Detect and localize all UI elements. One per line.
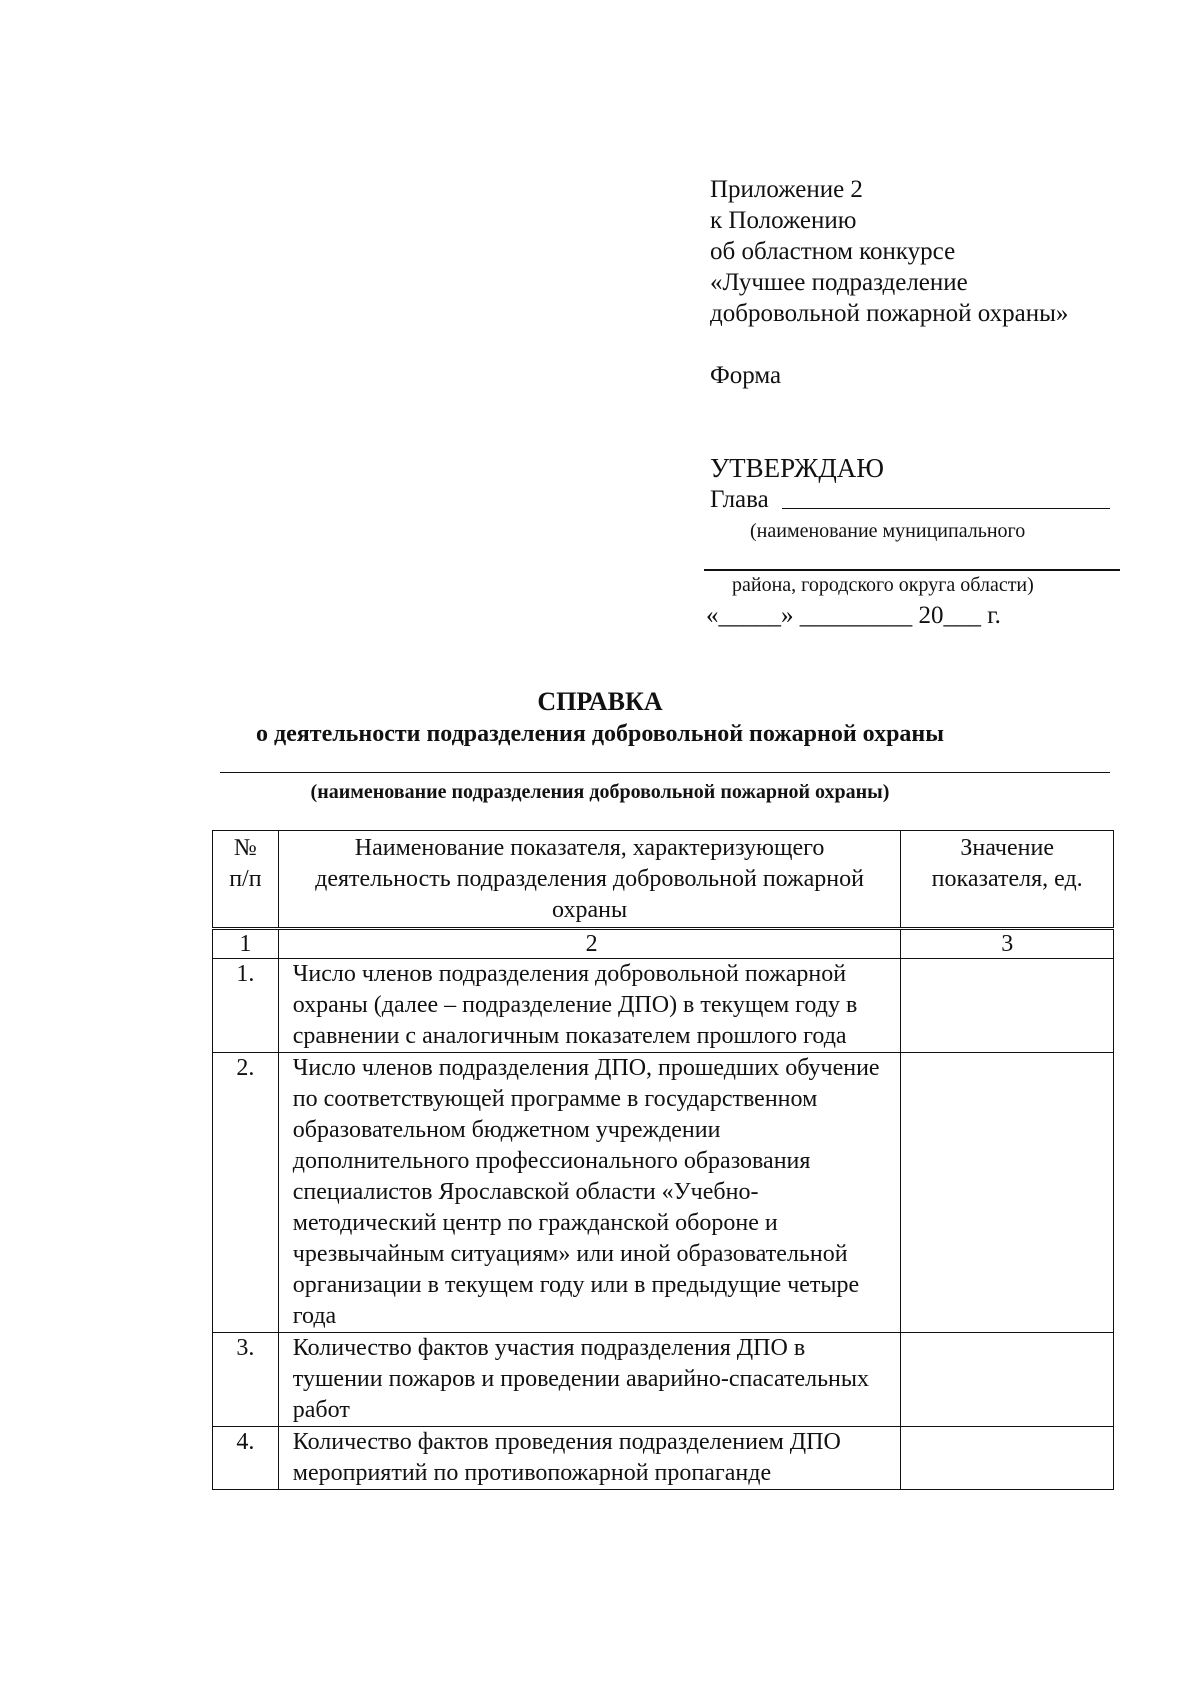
header-number: № п/п xyxy=(213,831,279,929)
approval-hint-line2: района, городского округа области) xyxy=(732,574,1034,596)
table-header-row xyxy=(213,831,1114,929)
row-number: 1. xyxy=(213,959,279,1053)
approval-head-signature-line xyxy=(782,508,1110,509)
row-indicator-name: Количество фактов проведения подразделением ДПО мероприятий по противопожарной пропаганде xyxy=(278,1427,901,1490)
document-subtitle: о деятельности подразделения добровольной пожарной охраны xyxy=(256,721,944,747)
indicators-table xyxy=(212,830,1114,1490)
appendix-line: Приложение 2 xyxy=(710,176,863,203)
row-indicator-name: Число членов подразделения ДПО, прошедших обучение по соответствующей программе в государственном образовательном бюджетном учреждении дополнительного профессионального образования специалистов Ярославской области «Учебно-методический центр по гражданской обороне и чрезвычайным ситуациям» или иной образовательной организации в текущем году или в предыдущие четыре года xyxy=(278,1053,901,1333)
appendix-block xyxy=(710,174,1068,329)
appendix-line: к Положению xyxy=(710,207,857,234)
table-row xyxy=(213,1333,1114,1427)
header-indicator-name: Наименование показателя, характеризующего деятельность подразделения добровольной пожарной охраны xyxy=(278,831,901,929)
table-row xyxy=(213,959,1114,1053)
approval-title: УТВЕРЖДАЮ xyxy=(710,453,885,483)
column-number: 3 xyxy=(901,929,1114,959)
table-row xyxy=(213,1427,1114,1490)
row-indicator-name: Число членов подразделения добровольной пожарной охраны (далее – подразделение ДПО) в текущем году в сравнении с аналогичным показателем прошлого года xyxy=(278,959,901,1053)
approval-head-label: Глава xyxy=(710,486,769,513)
appendix-line: «Лучшее подразделение xyxy=(710,269,968,296)
appendix-line: добровольной пожарной охраны» xyxy=(710,300,1069,327)
column-number: 1 xyxy=(213,929,279,959)
unit-name-hint: (наименование подразделения добровольной пожарной охраны) xyxy=(310,781,890,803)
unit-name-line xyxy=(220,772,1110,773)
approval-date: «_____» _________ 20___ г. xyxy=(706,602,1001,629)
row-indicator-name: Количество фактов участия подразделения ДПО в тушении пожаров и проведении аварийно-спасательных работ xyxy=(278,1333,901,1427)
header-indicator-value: Значение показателя, ед. xyxy=(901,831,1114,929)
row-indicator-value[interactable] xyxy=(901,1053,1114,1333)
row-number: 4. xyxy=(213,1427,279,1490)
row-indicator-value[interactable] xyxy=(901,1427,1114,1490)
row-number: 2. xyxy=(213,1053,279,1333)
form-label: Форма xyxy=(710,362,782,389)
appendix-line: об областном конкурсе xyxy=(710,238,956,265)
row-number: 3. xyxy=(213,1333,279,1427)
table-row xyxy=(213,1053,1114,1333)
row-indicator-value[interactable] xyxy=(901,959,1114,1053)
approval-hint-line1: (наименование муниципального xyxy=(750,520,1026,542)
document-title: СПРАВКА xyxy=(537,687,663,716)
column-numbers-row xyxy=(213,929,1114,959)
row-indicator-value[interactable] xyxy=(901,1333,1114,1427)
column-number: 2 xyxy=(278,929,901,959)
approval-name-line xyxy=(704,569,1120,571)
